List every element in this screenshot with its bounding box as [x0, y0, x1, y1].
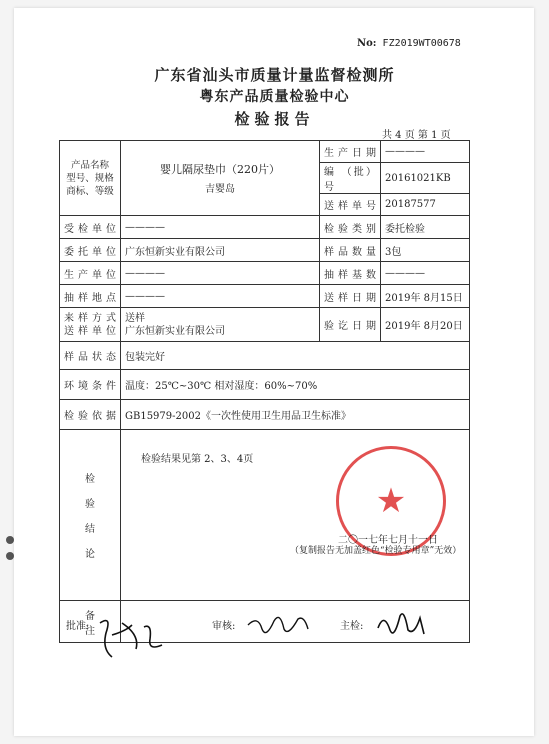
method-label-2: 送样单位 — [64, 325, 116, 337]
sample-state-value: 包装完好 — [121, 342, 470, 370]
inspected-unit-label: 受检单位 — [60, 216, 121, 239]
client-label: 委托单位 — [60, 239, 121, 262]
report-no-value: FZ2019WT00678 — [382, 38, 461, 49]
product-label: 产品名称 型号、规格 商标、等级 — [60, 141, 121, 216]
method-value-2: 广东恒新实业有限公司 — [125, 325, 225, 337]
sample-no-value: 20187577 — [381, 194, 470, 216]
title-report: 检验报告 — [234, 110, 315, 128]
inspect-type-value: 委托检验 — [381, 216, 470, 239]
product-brand: 吉婴岛 — [205, 184, 235, 195]
batch-value: 20161021KB — [381, 163, 470, 194]
title-center: 粤东产品质量检验中心 — [199, 89, 350, 105]
client-value: 广东恒新实业有限公司 — [121, 239, 320, 262]
star-icon: ★ — [375, 481, 407, 521]
main-label: 主检: — [340, 621, 364, 632]
punch-hole — [6, 552, 14, 560]
copy-note: （复制报告无加盖红色“检验专用章”无效） — [290, 546, 462, 556]
method-value — [121, 308, 320, 342]
conclusion-label-char: 结 — [85, 524, 95, 535]
sample-state-label: 样品状态 — [60, 342, 121, 370]
batch-label: 编 （批）号 — [320, 163, 381, 194]
sample-qty-value: 3包 — [381, 239, 470, 262]
review-signature — [244, 607, 314, 643]
title-org: 广东省汕头市质量计量监督检测所 — [154, 66, 395, 84]
prod-date-label: 生产日期 — [320, 141, 381, 163]
conclusion-label-char: 论 — [85, 549, 95, 560]
send-date-value: 2019年 8月15日 — [381, 285, 470, 308]
sample-no-label: 送样单号 — [320, 194, 381, 216]
remark-label-char: 备 — [85, 610, 95, 622]
conclusion-label-char: 检 — [85, 474, 95, 485]
finish-date-value: 2019年 8月20日 — [381, 308, 470, 342]
finish-date-label: 验讫日期 — [320, 308, 381, 342]
sample-place-value: ———— — [121, 285, 320, 308]
product-name: 婴儿隔尿垫巾（220片） — [160, 163, 280, 176]
approve-label: 批准: — [66, 621, 90, 632]
issue-date: 二〇一七年七月十一日 — [338, 535, 438, 546]
basis-value: GB15979-2002《一次性使用卫生用品卫生标准》 — [121, 400, 470, 430]
inspected-unit-value: ———— — [121, 216, 320, 239]
conclusion-text: 检验结果见第 2、3、4页 — [141, 454, 254, 465]
report-no-label: No: — [357, 38, 377, 49]
remark-label-char: 注 — [85, 625, 95, 637]
basis-label: 检验依据 — [60, 400, 121, 430]
sample-place-label: 抽样地点 — [60, 285, 121, 308]
env-label: 环境条件 — [60, 370, 121, 400]
main-signature — [374, 604, 430, 644]
product-cell — [121, 141, 320, 216]
sample-base-value: ———— — [381, 262, 470, 285]
sample-qty-label: 样品数量 — [320, 239, 381, 262]
sample-base-label: 抽样基数 — [320, 262, 381, 285]
method-value-1: 送样 — [125, 312, 145, 324]
send-date-label: 送样日期 — [320, 285, 381, 308]
inspect-type-label: 检验类别 — [320, 216, 381, 239]
punch-hole — [6, 536, 14, 544]
report-number — [357, 38, 461, 49]
prod-date-value: ———— — [381, 141, 470, 163]
producer-value: ———— — [121, 262, 320, 285]
conclusion-label-char: 验 — [85, 499, 95, 510]
env-value: 温度：25℃~30℃ 相对湿度：60%~70% — [121, 370, 470, 400]
method-label — [60, 308, 121, 342]
conclusion-label — [60, 430, 121, 601]
review-label: 审核: — [212, 621, 236, 632]
method-label-1: 来样方式 — [64, 312, 116, 324]
approve-signature — [92, 605, 172, 665]
report-table — [59, 140, 470, 643]
page-info: 共 4 页 第 1 页 — [382, 130, 451, 141]
producer-label: 生产单位 — [60, 262, 121, 285]
